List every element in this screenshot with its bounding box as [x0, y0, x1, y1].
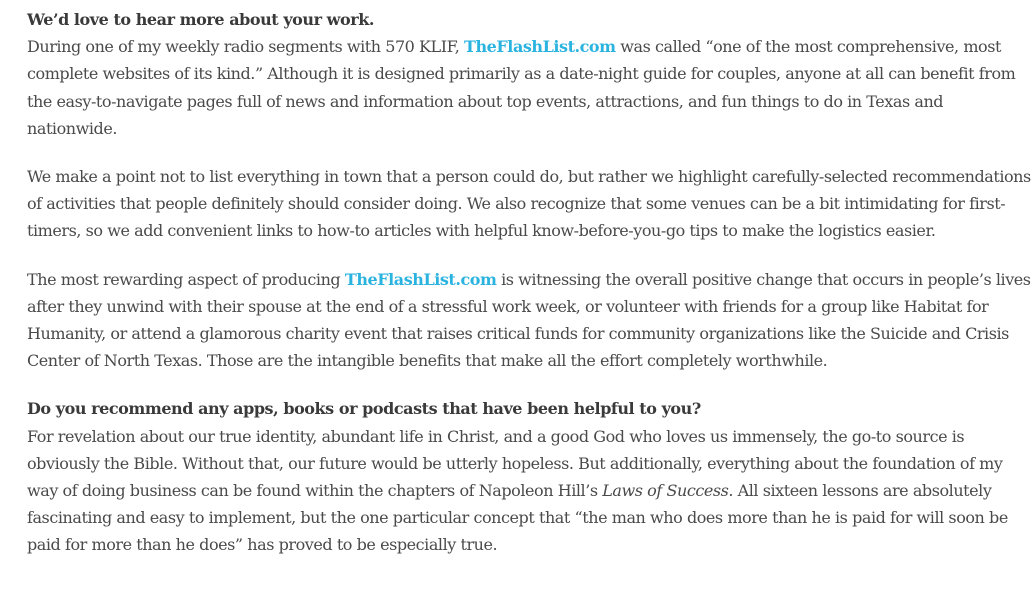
theflashlist-link[interactable]: TheFlashList.com [464, 37, 616, 57]
question-heading-recommendations: Do you recommend any apps, books or podcasts that have been helpful to you? [27, 399, 701, 419]
paragraph-text: During one of my weekly radio segments with 570 KLIF, [27, 37, 465, 57]
paragraph-text: For revelation about our true identity, abundant life in Christ, and a good God who loves us immensely, the go-to source is obviously the Bible. Without that, our future would be utterly hopeless. But additionally, everything about the foundation of my way of doing business can be found within the chapters of Napoleon Hill’s [27, 426, 1003, 501]
paragraph-text: is witnessing the overall positive change that occurs in people’s lives after they unwind with their spouse at the end of a stressful work week, or volunteer with friends for a group like Habitat for Humanity, or attend a glamorous charity event that raises critical funds for community organizations like the Suicide and Crisis Center of North Texas. Those are the intangible benefits that make all the effort completely worthwhile. [27, 269, 1031, 371]
paragraph-text: was called “one of the most comprehensive, most complete websites of its kind.” Although it is designed primarily as a date-night guide for couples, anyone at all can benefit from the easy-to-navigate pages full of news and information about top events, attractions, and fun things to do in Texas and nationwide. [27, 37, 1016, 138]
answer-paragraph-3 [27, 266, 1035, 375]
question-heading-work: We’d love to hear more about your work. [27, 10, 374, 29]
answer-paragraph-2: We make a point not to list everything in town that a person could do, but rather we highlight carefully-selected recommendations of activities that people definitely should consider doing. We also recognize that some venues can be a bit intimidating for first-timers, so we add convenient links to how-to articles with helpful know-before-you-go tips to make the logistics easier. [27, 167, 1031, 241]
article-body [27, 6, 1035, 580]
answer-paragraph-1 [27, 33, 1035, 142]
book-title: Laws of Success [602, 481, 729, 501]
answer-paragraph-4 [27, 423, 1035, 559]
paragraph-text: . All sixteen lessons are absolutely fascinating and easy to implement, but the one particular concept that “the man who does more than he is paid for will soon be paid for more than he does” has proved to be especially true. [27, 481, 1008, 555]
paragraph-text: The most rewarding aspect of producing [27, 269, 345, 289]
theflashlist-link[interactable]: TheFlashList.com [344, 269, 497, 289]
